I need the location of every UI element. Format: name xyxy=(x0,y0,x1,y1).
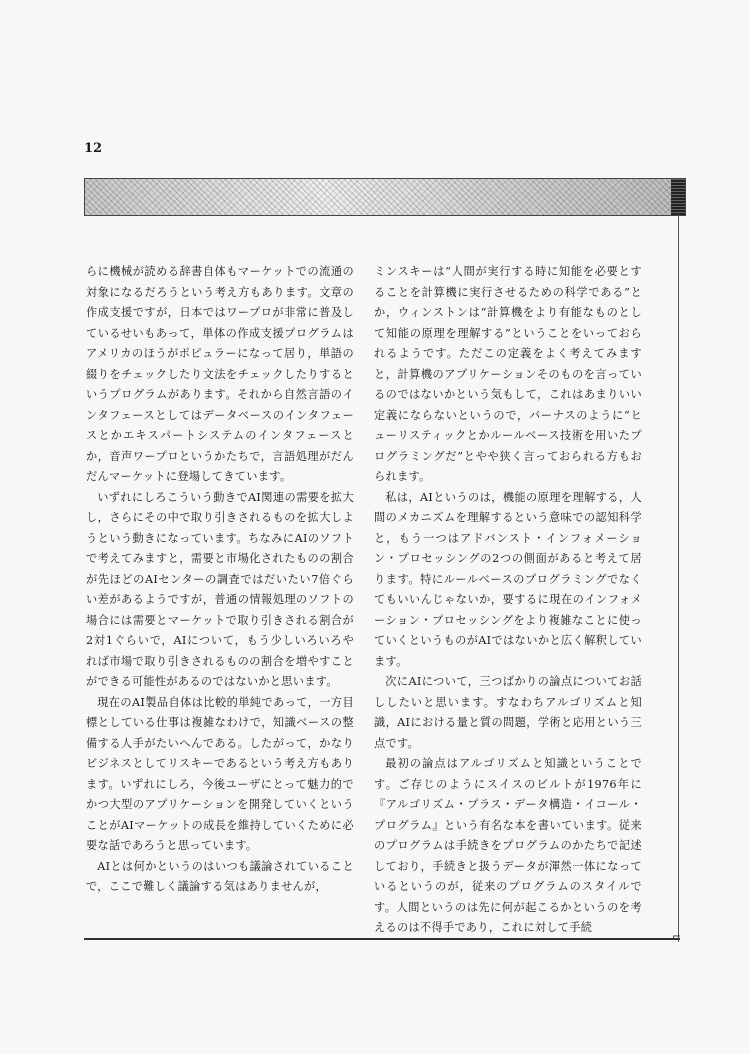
paragraph: いずれにしろこういう動きでAI関連の需要を拡大し，さらにその中で取り引きされるものを拡大しようという動きになっています。ちなみにAIのソフトで考えてみますと，需要と市場化されたものの割合が先ほどのAIセンターの調査ではだいたい7倍ぐらい差があるようですが，普通の情報処理のソフトの場合には需要とマーケットで取り引きされる割合が2対1ぐらいで，AIについて，もう少しいろいろやれば市場で取り引きされるものの割合を増やすことができる可能性があるのではないかと思います。 xyxy=(86,490,354,688)
corner-hook-icon: ⌐ xyxy=(672,930,682,943)
paragraph: 私は，AIというのは，機能の原理を理解する，人間のメカニズムを理解するという意味での認知科学と，もう一つはアドバンスト・インフォメーション・プロセッシングの2つの側面があると考えて居ります。特にルールベースのプログラミングでなくてもいいんじゃないか，要するに現在のインフォメーション・プロセッシングをより複雑なことに使っていくというものがAIではないかと広く解釈しています。 xyxy=(374,490,642,668)
paragraph: 現在のAI製品自体は比較的単純であって，一方目標としている仕事は複雑なわけで，知識ベースの整備する人手がたいへんである。したがって，かなりビジネスとしてリスキーであるという考え方もあります。いずれにしろ，今後ユーザにとって魅力的でかつ大型のアプリケーションを開発していくということがAIマーケットの成長を維持していくために必要な話であろうと思っています。 xyxy=(86,695,354,852)
left-column xyxy=(86,262,354,898)
page-number: 12 xyxy=(84,141,103,156)
paragraph: 最初の論点はアルゴリズムと知識ということです。ご存じのようにスイスのビルトが1976年に『アルゴリズム・プラス・データ構造・イコール・プログラム』という有名な本を書いています。従来のプログラムは手続きをプログラムのかたちで記述しており，手続きと扱うデータが渾然一体になっているというのが，従来のプログラムのスタイルです。人間というのは先に何が起こるかというのを考えるのは不得手であり，これに対して手続 xyxy=(374,757,642,934)
bottom-rule xyxy=(84,938,680,940)
right-column xyxy=(374,262,642,939)
paragraph: らに機械が読める辞書自体もマーケットでの流通の対象になるだろうという考え方もあります。文章の作成支援ですが，日本ではワープロが非常に普及しているせいもあって，単体の作成支援プログラムはアメリカのほうがポピュラーになって居り，単語の綴りをチェックしたり文法をチェックしたりするというプログラムがあります。それから自然言語のインタフェースとしてはデータベースのインタフェースとかエキスパートシステムのインタフェースとか，音声ワープロというかたちで，言語処理がだんだんマーケットに登場してきています。 xyxy=(86,265,354,483)
paragraph: 次にAIについて，三つばかりの論点についてお話ししたいと思います。すなわちアルゴリズムと知識，AIにおける量と質の問題，学術と応用という三点です。 xyxy=(374,675,642,750)
header-band-edge xyxy=(671,179,685,215)
chapter-header-band xyxy=(84,178,686,216)
right-margin-rule xyxy=(678,214,679,942)
paragraph: AIとは何かというのはいつも議論されていることで，ここで難しく議論する気はありませんが， xyxy=(86,859,354,893)
paragraph: ミンスキーは“人間が実行する時に知能を必要とすることを計算機に実行させるための科学である”とか，ウィンストンは“計算機をより有能なものとして知能の原理を理解する”ということをいっておられるようです。ただこの定義をよく考えてみますと，計算機のアプリケーションそのものを言っているのではないかという気もして，これはあまりいい定義にならないというので，バーナスのように“ヒューリスティックとかルールベース技術を用いたプログラミングだ”とやや狭く言っておられる方もおられます。 xyxy=(374,265,642,483)
